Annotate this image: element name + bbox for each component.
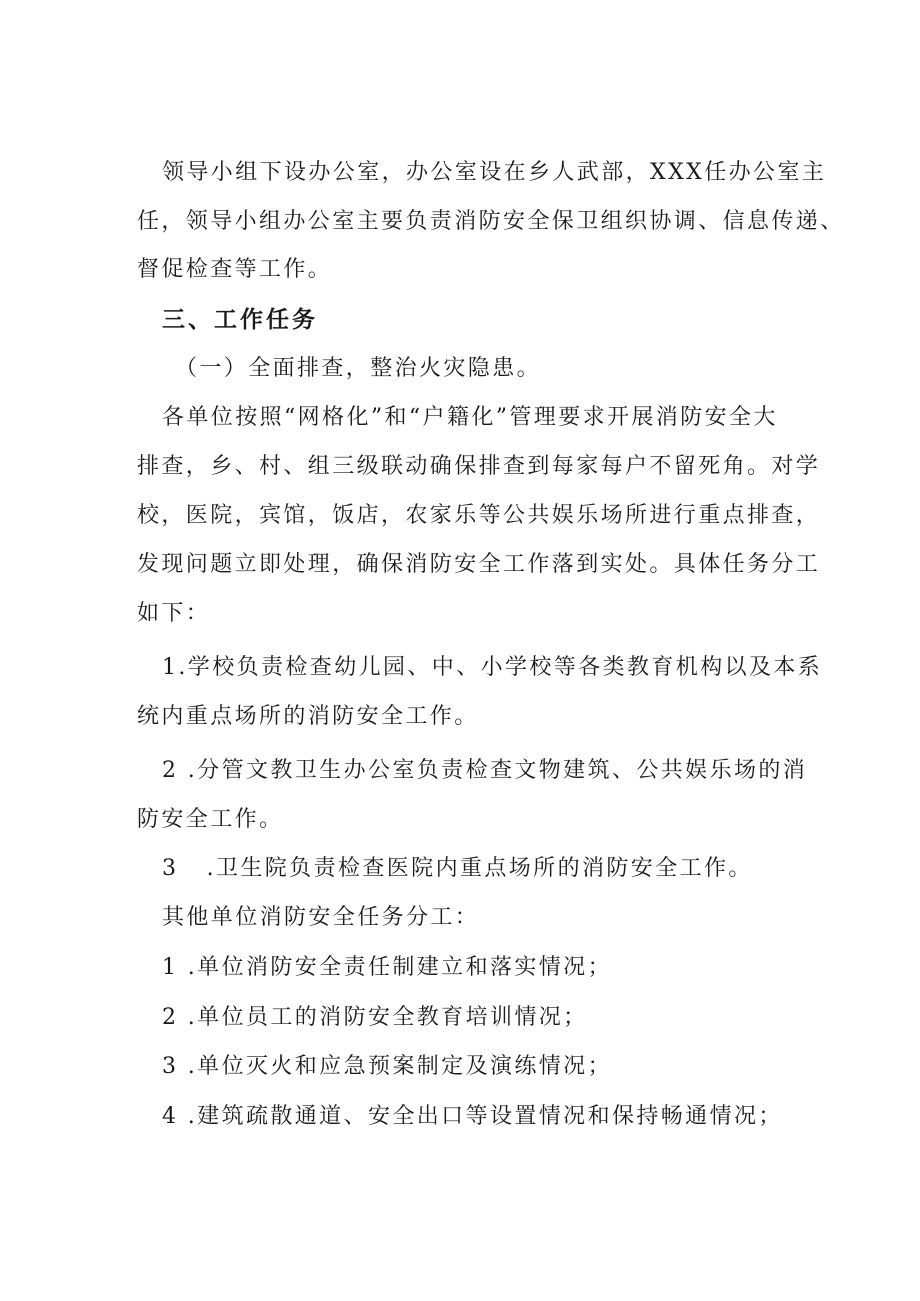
section-heading-work-tasks: 三、工作任务 — [162, 307, 318, 333]
list-item-culture-office-line-2: 防安全工作。 — [137, 807, 284, 832]
list-item-schools-line-2: 统内重点场所的消防安全工作。 — [137, 704, 479, 729]
paragraph-inspection-line-2: 排查，乡、村、组三级联动确保排查到每家每户不留死角。对学 — [137, 454, 821, 479]
paragraph-inspection-line-1: 各单位按照“网格化”和“户籍化”管理要求开展消防安全大 — [162, 405, 778, 430]
paragraph-office-line-2: 任，领导小组办公室主要负责消防安全保卫组织协调、信息传递、 — [137, 209, 845, 234]
list-item-emergency-plan: 3 .单位灭火和应急预案制定及演练情况； — [162, 1054, 612, 1079]
list-item-culture-office-line-1: 2 .分管文教卫生办公室负责检查文物建筑、公共娱乐场的消 — [162, 758, 808, 783]
list-item-health-center: 3 .卫生院负责检查医院内重点场所的消防安全工作。 — [162, 856, 753, 881]
paragraph-inspection-line-4: 发现问题立即处理，确保消防安全工作落到实处。具体任务分工 — [137, 552, 821, 577]
paragraph-other-units: 其他单位消防安全任务分工： — [162, 905, 480, 930]
subsection-heading-inspection: （一）全面排查，整治火灾隐患。 — [175, 356, 542, 381]
paragraph-office-line-3: 督促检查等工作。 — [137, 257, 333, 282]
paragraph-office-line-1: 领导小组下设办公室，办公室设在乡人武部，XXX任办公室主 — [162, 160, 827, 185]
paragraph-inspection-line-3: 校，医院，宾馆，饭店，农家乐等公共娱乐场所进行重点排查， — [137, 503, 821, 528]
paragraph-inspection-line-5: 如下： — [137, 601, 211, 626]
list-item-schools-line-1: 1.学校负责检查幼儿园、中、小学校等各类教育机构以及本系 — [162, 655, 823, 680]
list-item-evacuation: 4 .建筑疏散通道、安全出口等设置情况和保持畅通情况； — [162, 1104, 783, 1129]
list-item-training: 2 .单位员工的消防安全教育培训情况； — [162, 1005, 588, 1030]
list-item-responsibility: 1 .单位消防安全责任制建立和落实情况； — [162, 955, 612, 980]
